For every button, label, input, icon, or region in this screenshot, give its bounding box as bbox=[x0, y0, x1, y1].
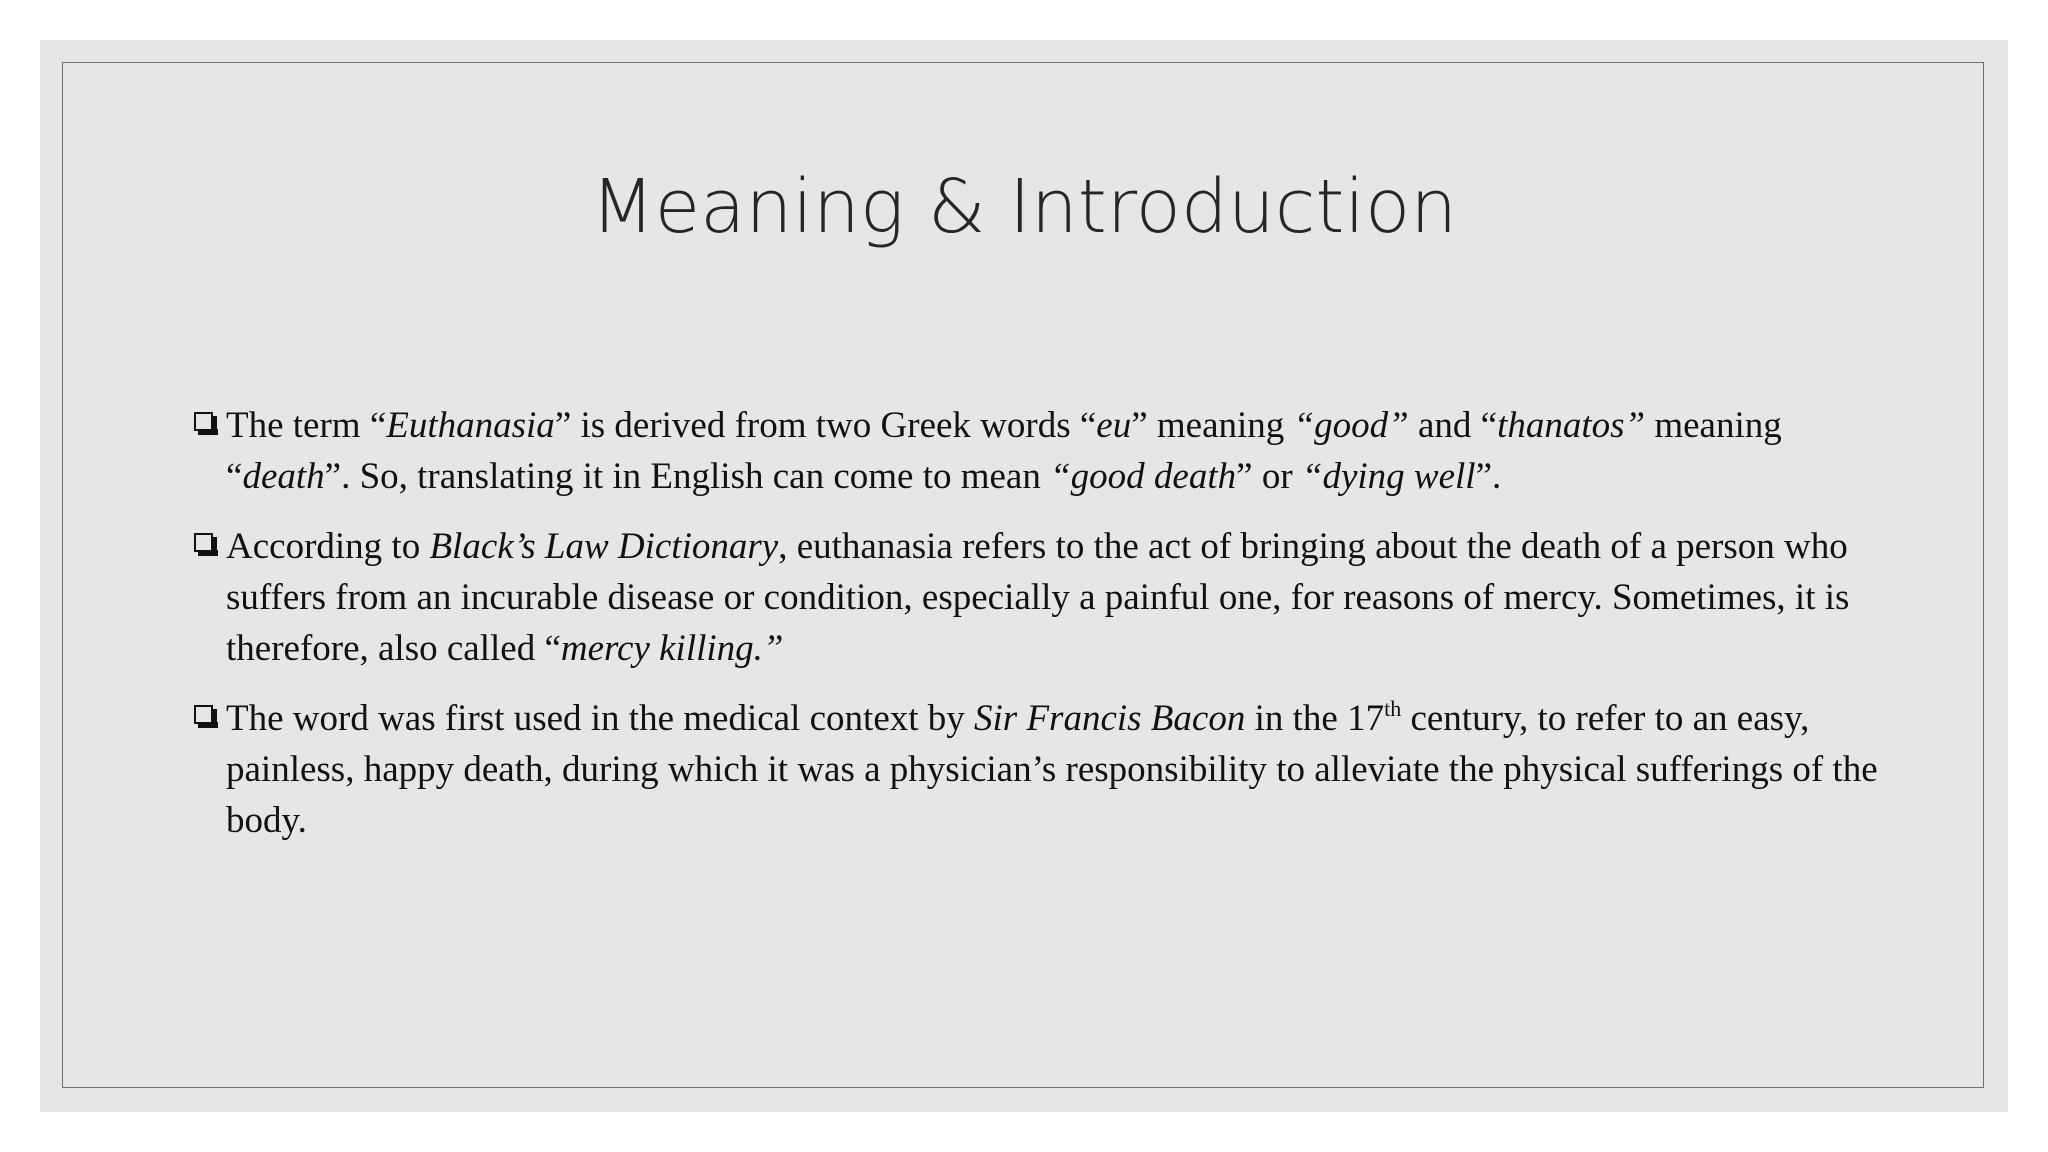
slide-title: Meaning & Introduction bbox=[590, 164, 1458, 250]
checkbox-bullet-icon bbox=[194, 412, 213, 431]
bullet-item-2: According to Black’s Law Dictionary, euthanasia refers to the act of bringing about the death of a person who suffers from an incurable disease or condition, especially a painful one, for reasons of mercy. Sometimes, it is therefore, also called “mercy killing.” bbox=[194, 521, 1904, 674]
bullet-item-3: The word was first used in the medical context by Sir Francis Bacon in the 17th century, to refer to an easy, painless, happy death, during which it was a physician’s responsibility to alleviate the physical sufferings of the body. bbox=[194, 693, 1904, 846]
bullet-list bbox=[194, 400, 1904, 865]
bullet-item-1: The term “Euthanasia” is derived from two Greek words “eu” meaning “good” and “thanatos” meaning “death”. So, translating it in English can come to mean “good death” or “dying well”. bbox=[194, 400, 1904, 502]
slide bbox=[40, 40, 2008, 1112]
checkbox-bullet-icon bbox=[194, 705, 213, 724]
checkbox-bullet-icon bbox=[194, 533, 213, 552]
